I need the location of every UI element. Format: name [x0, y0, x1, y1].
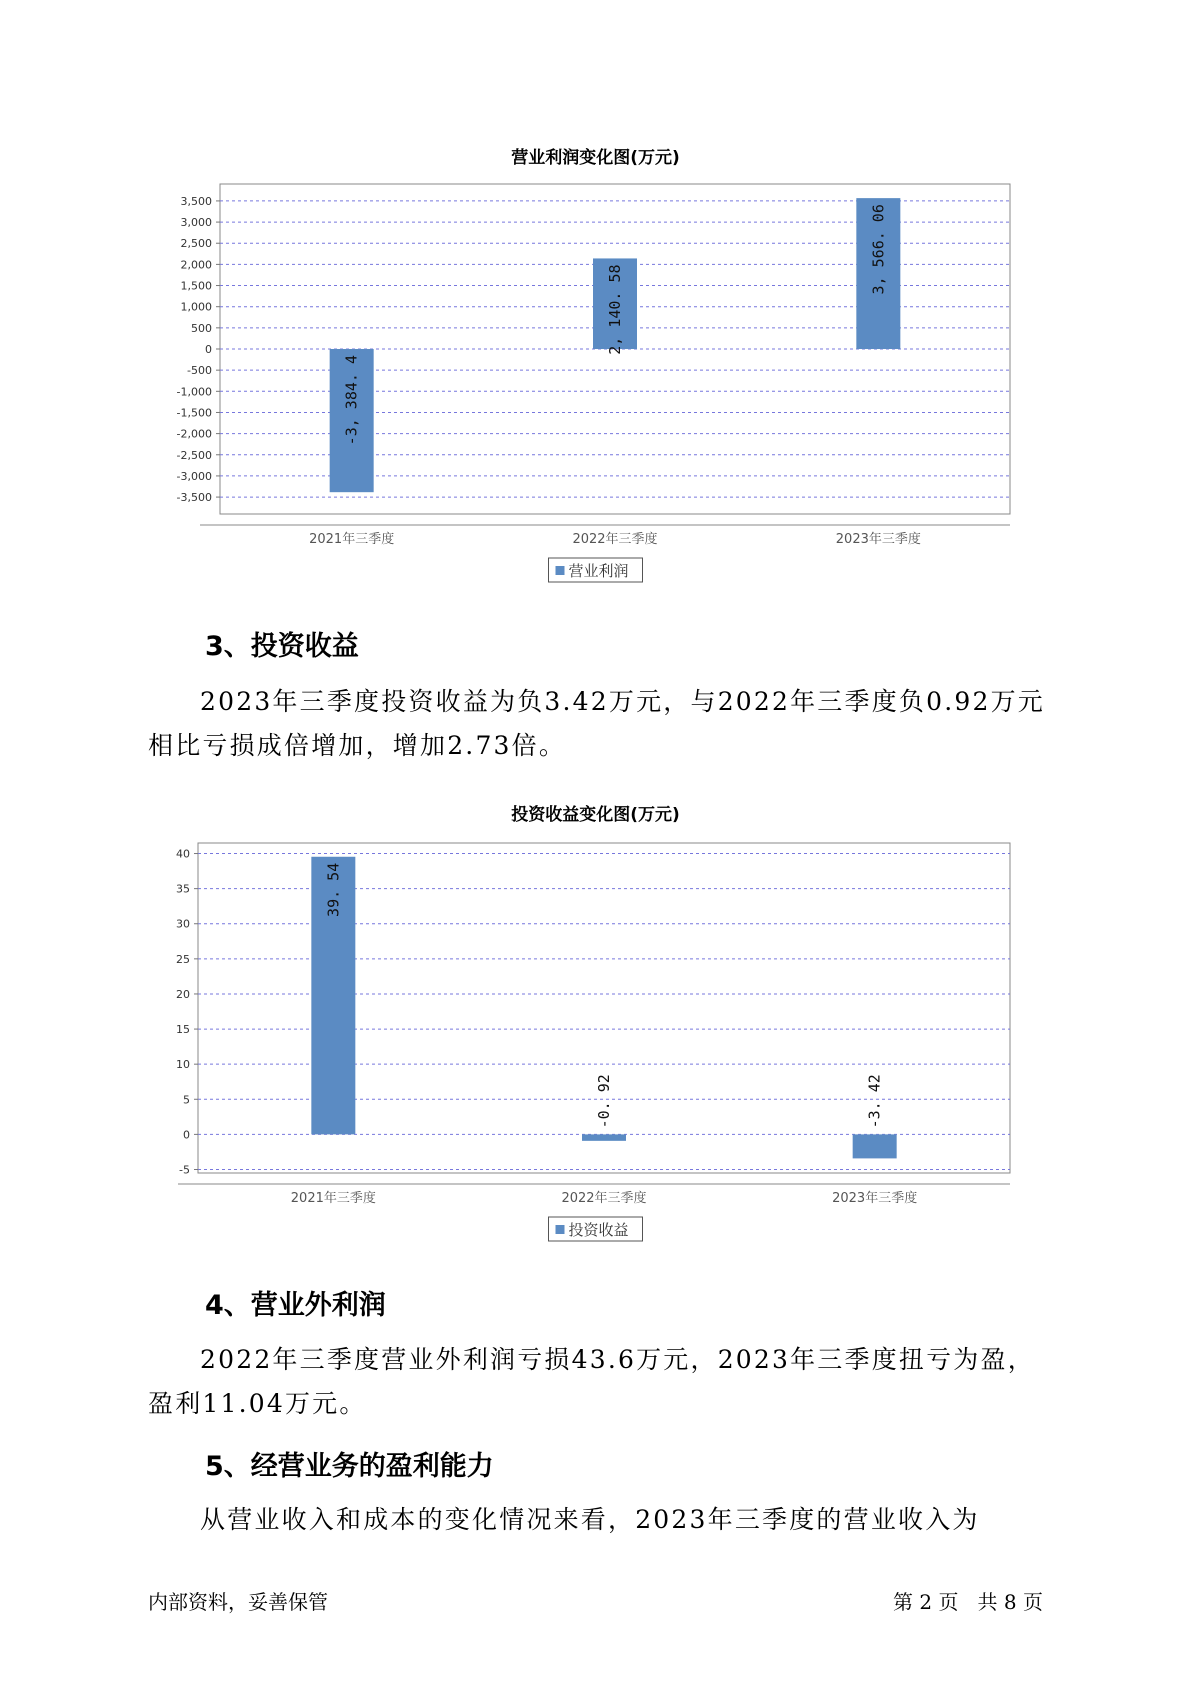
- y-tick-label: -3,500: [176, 491, 212, 505]
- section3-heading: 3、投资收益: [205, 631, 359, 662]
- section4-paragraph: 2022年三季度营业外利润亏损43.6万元，2023年三季度扭亏为盈，盈利11.04万元。: [148, 1345, 1035, 1418]
- y-tick-label: 40: [176, 847, 190, 861]
- y-tick-label: -500: [187, 364, 212, 378]
- y-tick-label: 2,500: [180, 237, 212, 251]
- y-tick-label: -5: [179, 1163, 190, 1177]
- x-tick-label: 2022年三季度: [572, 532, 658, 547]
- y-tick-label: 35: [176, 882, 190, 896]
- x-tick-label: 2022年三季度: [561, 1191, 647, 1206]
- x-tick-label: 2023年三季度: [832, 1191, 918, 1206]
- bar: [582, 1134, 626, 1140]
- chart2-title: 投资收益变化图(万元): [511, 805, 680, 825]
- data-label: -3, 384. 4: [342, 355, 361, 446]
- y-tick-label: 0: [205, 343, 212, 356]
- section5-paragraph: 从营业收入和成本的变化情况来看，2023年三季度的营业收入为: [200, 1505, 980, 1534]
- section5-heading: 5、经营业务的盈利能力: [205, 1451, 494, 1482]
- section3-paragraph: 2023年三季度投资收益为负3.42万元，与2022年三季度负0.92万元相比亏损成倍增加，增加2.73倍。: [148, 687, 1045, 760]
- y-tick-label: 30: [176, 917, 190, 931]
- data-label: -0. 92: [595, 1074, 613, 1129]
- x-tick-label: 2023年三季度: [835, 532, 921, 547]
- y-tick-label: 1,000: [180, 300, 212, 314]
- legend-label: 投资收益: [568, 1221, 629, 1239]
- y-tick-label: 10: [176, 1058, 190, 1072]
- x-tick-label: 2021年三季度: [290, 1191, 376, 1206]
- x-tick-label: 2021年三季度: [309, 532, 395, 547]
- footer-note: 内部资料，妥善保管: [148, 1590, 328, 1614]
- bar: [853, 1134, 897, 1158]
- y-tick-label: 15: [176, 1023, 190, 1037]
- data-label: 39. 54: [324, 862, 343, 917]
- y-tick-label: 20: [176, 987, 190, 1001]
- y-tick-label: 25: [176, 952, 190, 966]
- y-tick-label: 3,000: [180, 216, 212, 230]
- legend-label: 营业利润: [568, 562, 629, 580]
- y-tick-label: 0: [183, 1128, 190, 1142]
- y-tick-label: -3,000: [176, 469, 212, 483]
- y-tick-label: -2,500: [176, 448, 212, 462]
- y-tick-label: 1,500: [180, 279, 212, 293]
- legend-swatch: [556, 1225, 565, 1234]
- y-tick-label: 5: [183, 1093, 190, 1107]
- y-tick-label: -1,000: [176, 385, 212, 399]
- y-tick-label: 3,500: [180, 194, 212, 208]
- data-label: -3. 42: [865, 1074, 884, 1129]
- section4-heading: 4、营业外利润: [205, 1290, 386, 1321]
- y-tick-label: -1,500: [176, 406, 212, 420]
- chart1-title: 营业利润变化图(万元): [511, 148, 680, 168]
- data-label: 2, 140. 58: [606, 264, 624, 355]
- y-tick-label: 2,000: [180, 258, 212, 272]
- y-tick-label: -2,000: [176, 427, 212, 441]
- data-label: 3, 566. 06: [869, 204, 888, 295]
- y-tick-label: 500: [191, 321, 212, 335]
- page-number: 第 2 页 共 8 页: [893, 1590, 1043, 1614]
